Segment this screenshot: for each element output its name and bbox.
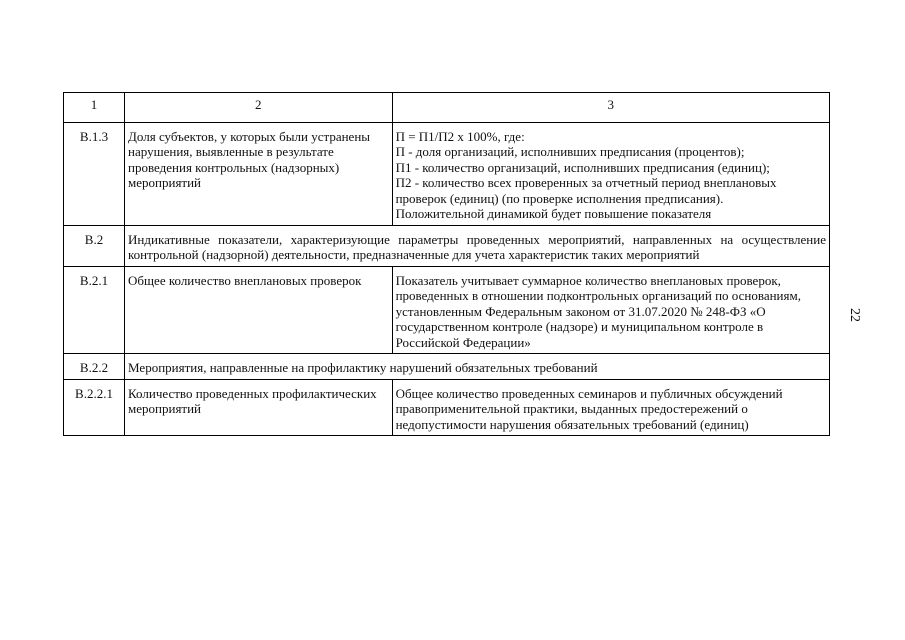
table-row <box>64 122 830 225</box>
row-code: В.2 <box>64 225 125 266</box>
header-cell-3: 3 <box>392 93 829 123</box>
row-indicator-description: Показатель учитывает суммарное количество внеплановых проверок, проведенных в отношении подконтрольных организаций по основаниям, установленным Федеральным законом от 31.07.2020 № 248-ФЗ «О государственном контроле (надзоре) и муниципальном контроле в Российской Федерации» <box>392 266 829 354</box>
row-indicator-name: Доля субъектов, у которых были устранены нарушения, выявленные в результате проведения контрольных (надзорных) мероприятий <box>125 122 393 225</box>
header-cell-2: 2 <box>125 93 393 123</box>
table-section-row <box>64 225 830 266</box>
definition-line: П1 - количество организаций, исполнивших предписания (единиц); <box>395 159 770 175</box>
table-row <box>64 379 830 436</box>
section-title: Мероприятия, направленные на профилактику нарушений обязательных требований <box>125 354 830 380</box>
definition-line: Положительной динамикой будет повышение показателя <box>395 206 712 221</box>
table-section-row <box>64 354 830 380</box>
row-code: В.2.2.1 <box>64 379 125 436</box>
row-indicator-description: Общее количество проведенных семинаров и публичных обсуждений правоприменительной практики, выданных предостережений о недопустимости нарушения обязательных требований (единиц) <box>392 379 829 436</box>
row-code: В.2.2 <box>64 354 125 380</box>
indicators-table <box>63 92 830 436</box>
definition-line: П2 - количество всех проверенных за отчетный период внеплановых проверок (единиц) (по проверке исполнения предписания). <box>395 175 777 206</box>
table-row <box>64 266 830 354</box>
row-indicator-description <box>392 122 829 225</box>
definition-line: П - доля организаций, исполнивших предписания (процентов); <box>395 144 745 159</box>
row-indicator-name: Количество проведенных профилактических мероприятий <box>125 379 393 436</box>
row-code: В.2.1 <box>64 266 125 354</box>
page-number: 22 <box>847 308 862 322</box>
formula-line: П = П1/П2 х 100%, где: <box>395 128 525 144</box>
row-code: В.1.3 <box>64 122 125 225</box>
table-header-row <box>64 93 830 123</box>
row-indicator-name: Общее количество внеплановых проверок <box>125 266 393 354</box>
header-cell-1: 1 <box>64 93 125 123</box>
section-title: Индикативные показатели, характеризующие параметры проведенных мероприятий, направленных на осуществление контрольной (надзорной) деятельности, предназначенные для учета характеристик таких мероприятий <box>125 225 830 266</box>
